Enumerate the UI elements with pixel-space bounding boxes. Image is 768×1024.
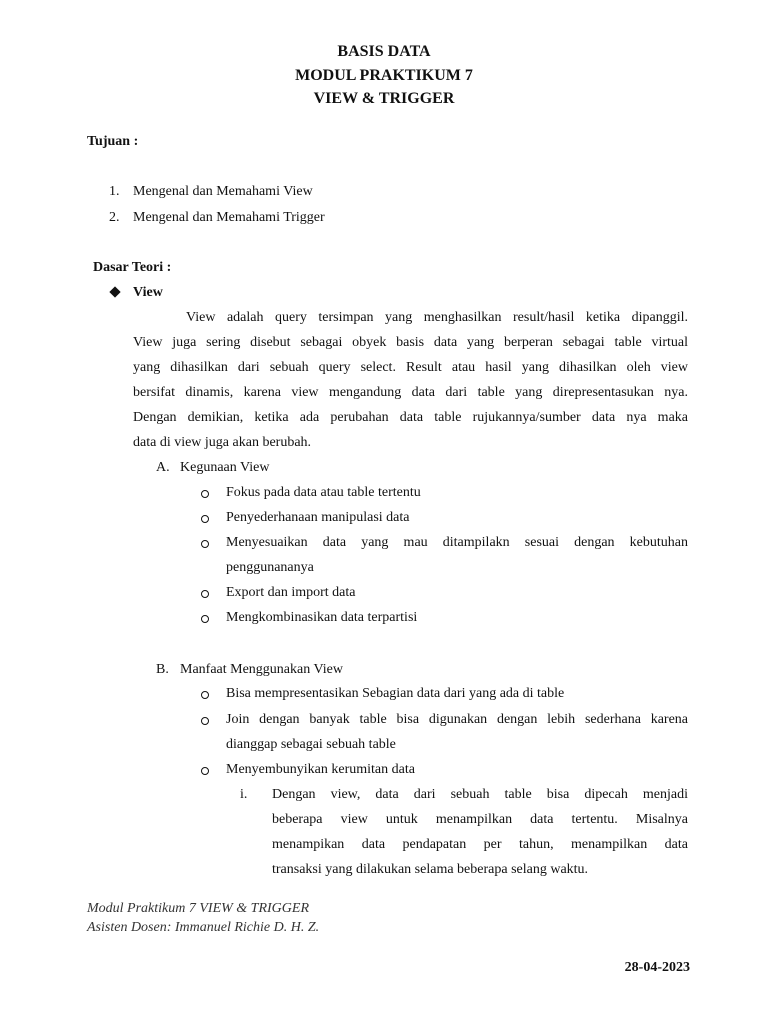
circle-bullet-icon xyxy=(201,691,209,699)
tujuan-item-text: Mengenal dan Memahami View xyxy=(133,184,313,199)
list-item: Menyembunyikan kerumitan data xyxy=(226,762,415,777)
footer-assistant-name: Asisten Dosen: Immanuel Richie D. H. Z. xyxy=(87,920,320,935)
diamond-bullet-icon xyxy=(109,286,120,297)
paragraph-line: data di view juga akan berubah. xyxy=(133,435,312,450)
footer-module-name: Modul Praktikum 7 VIEW & TRIGGER xyxy=(87,901,310,916)
doc-title-line-1: BASIS DATA xyxy=(337,43,431,60)
footer-date: 28-04-2023 xyxy=(624,960,690,975)
section-b-title: Manfaat Menggunakan View xyxy=(180,662,343,677)
list-item: Menyesuaikan data yang mau ditampilakn sesuai dengan kebutuhan xyxy=(226,535,688,550)
circle-bullet-icon xyxy=(201,615,209,623)
sub-item-line: Dengan view, data dari sebuah table bisa dipecah menjadi xyxy=(272,787,688,802)
dasar-teori-heading: Dasar Teori : xyxy=(93,260,172,275)
circle-bullet-icon xyxy=(201,515,209,523)
list-item: Penyederhanaan manipulasi data xyxy=(226,510,410,525)
sub-item-line: menampikan data pendapatan per tahun, menampilkan data xyxy=(272,837,688,852)
paragraph-line: View adalah query tersimpan yang menghasilkan result/hasil ketika dipanggil. xyxy=(186,310,688,325)
circle-bullet-icon xyxy=(201,540,209,548)
section-b-label: B. xyxy=(156,662,169,677)
circle-bullet-icon xyxy=(201,590,209,598)
section-a-title: Kegunaan View xyxy=(180,460,270,475)
list-item-continuation: penggunananya xyxy=(226,560,314,575)
list-item: Export dan import data xyxy=(226,585,356,600)
sub-item-number: i. xyxy=(240,787,248,802)
list-item-continuation: dianggap sebagai sebuah table xyxy=(226,737,396,752)
circle-bullet-icon xyxy=(201,717,209,725)
sub-item-line: transaksi yang dilakukan selama beberapa selang waktu. xyxy=(272,862,589,877)
paragraph-line: yang dihasilkan dari sebuah query select. Result atau hasil yang dihasilkan oleh view xyxy=(133,360,688,375)
tujuan-item-text: Mengenal dan Memahami Trigger xyxy=(133,210,325,225)
list-item: Fokus pada data atau table tertentu xyxy=(226,485,421,500)
list-item: Join dengan banyak table bisa digunakan dengan lebih sederhana karena xyxy=(226,712,688,727)
circle-bullet-icon xyxy=(201,767,209,775)
tujuan-item-number: 2. xyxy=(109,210,120,225)
paragraph-line: bersifat dinamis, karena view mengandung data dari table yang direpresentasukan nya. xyxy=(133,385,688,400)
list-item: Mengkombinasikan data terpartisi xyxy=(226,610,418,625)
tujuan-item-number: 1. xyxy=(109,184,120,199)
list-item: Bisa mempresentasikan Sebagian data dari yang ada di table xyxy=(226,686,565,701)
circle-bullet-icon xyxy=(201,490,209,498)
paragraph-line: View juga sering disebut sebagai obyek basis data yang berperan sebagai table virtual xyxy=(133,335,688,350)
doc-title-line-2: MODUL PRAKTIKUM 7 xyxy=(295,67,473,84)
tujuan-heading: Tujuan : xyxy=(87,134,139,149)
paragraph-line: Dengan demikian, ketika ada perubahan data table rujukannya/sumber data nya maka xyxy=(133,410,688,425)
doc-title-line-3: VIEW & TRIGGER xyxy=(313,90,455,107)
sub-item-line: beberapa view untuk menampilkan data tertentu. Misalnya xyxy=(272,812,688,827)
view-subheading: View xyxy=(133,285,163,300)
section-a-label: A. xyxy=(156,460,170,475)
